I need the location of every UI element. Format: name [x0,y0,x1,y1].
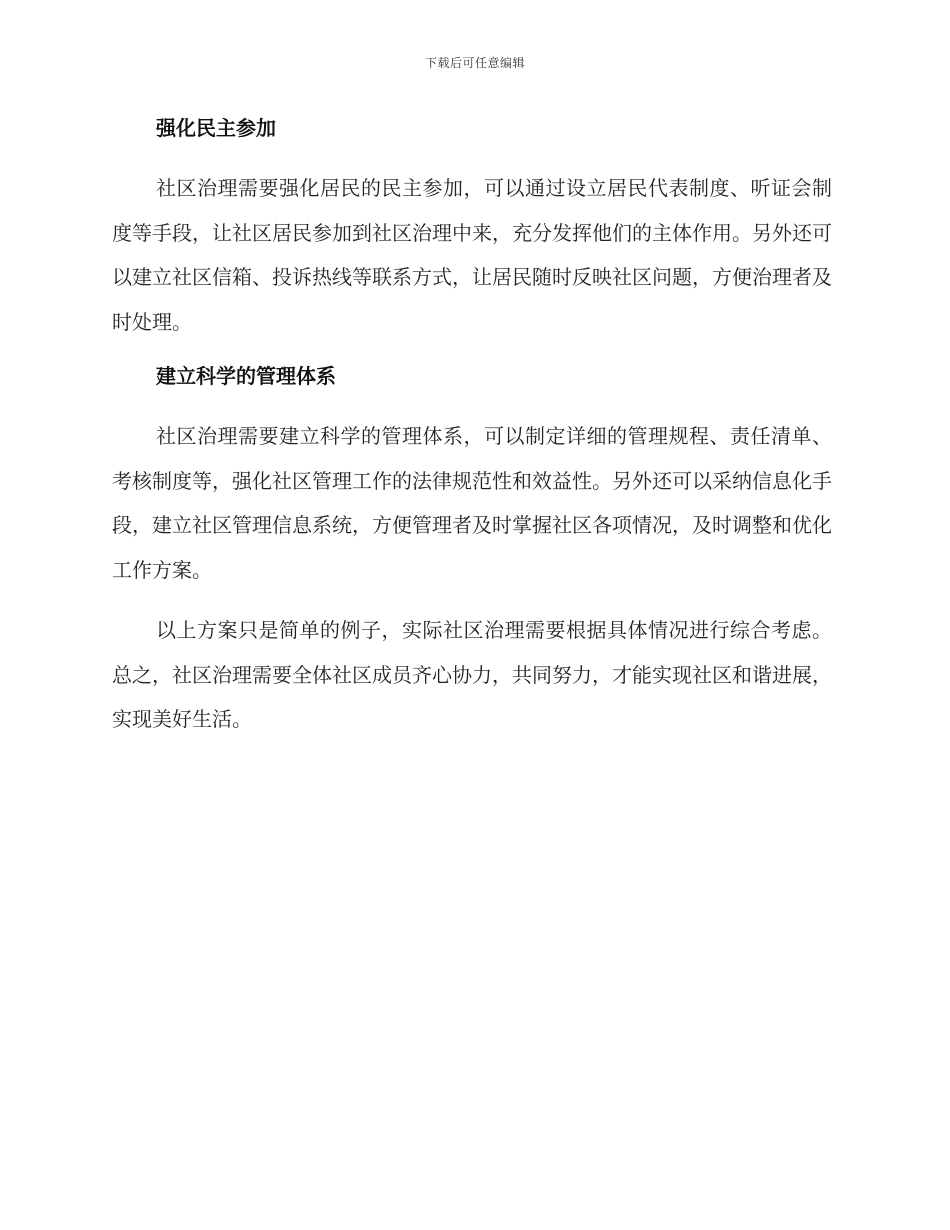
conclusion-paragraph: 以上方案只是简单的例子，实际社区治理需要根据具体情况进行综合考虑。总之，社区治理需要全体社区成员齐心协力，共同努力，才能实现社区和谐进展，实现美好生活。 [112,618,832,731]
document-body [112,112,832,758]
section-heading-democratic-participation: 强化民主参加 [156,116,276,140]
section-paragraph-democratic-participation: 社区治理需要强化居民的民主参加，可以通过设立居民代表制度、听证会制度等手段，让社区居民参加到社区治理中来，充分发挥他们的主体作用。另外还可以建立社区信箱、投诉热线等联系方式，让居民随时反映社区问题，方便治理者及时处理。 [112,176,832,334]
section-paragraph-management-system: 社区治理需要建立科学的管理体系，可以制定详细的管理规程、责任清单、考核制度等，强化社区管理工作的法律规范性和效益性。另外还可以采纳信息化手段，建立社区管理信息系统，方便管理者及时掌握社区各项情况，及时调整和优化工作方案。 [112,424,832,582]
section-heading-management-system: 建立科学的管理体系 [156,364,336,388]
page-header-note: 下载后可任意编辑 [424,56,525,70]
